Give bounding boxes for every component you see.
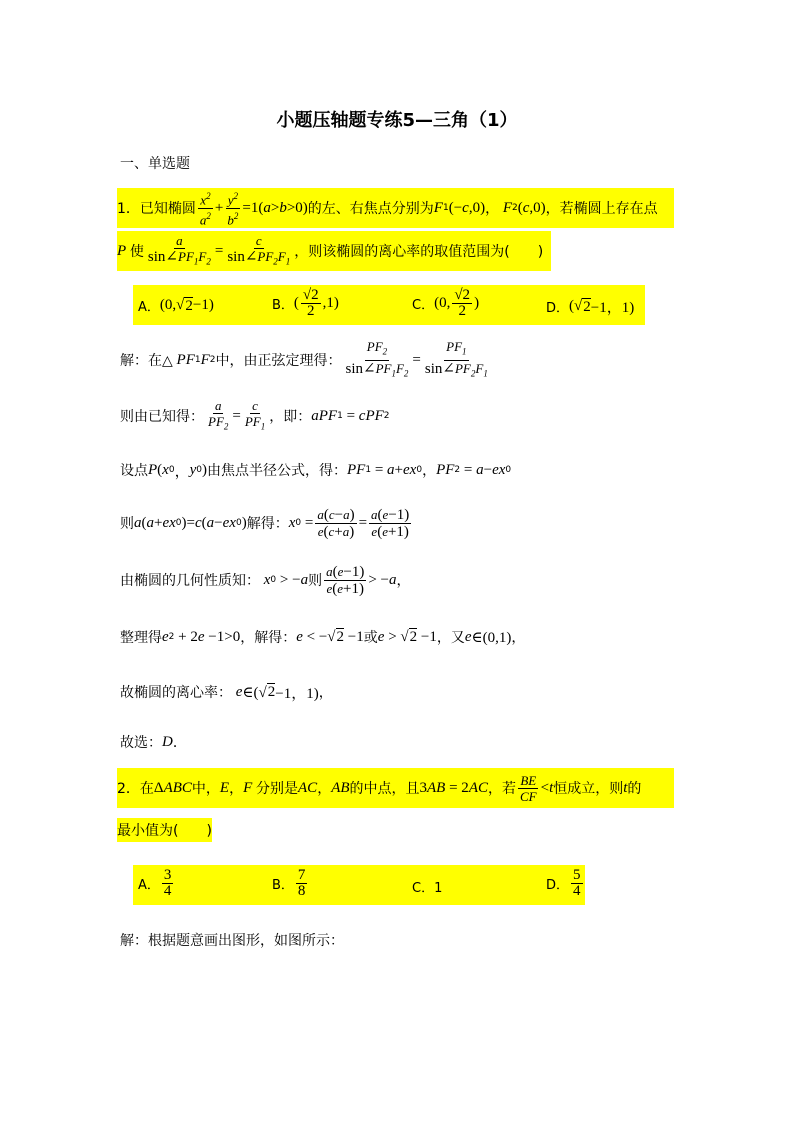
sol1-line5: 由椭圆的几何性质知： x 0 > − a 则 $\frac{a(e-1)}{e(e+1)}$ > − a ， [120,563,411,597]
q2-line1: 2．在 Δ ABC 中， E ， F 分别是 AC ， AB 的中点，且 3 AB = 2 AC ，若 $\frac{BE}{CF}$ < t 恒成立，则 t 的 [117,768,674,808]
q2-option-a[interactable]: A． $\frac{3}{4}$ [138,867,172,899]
q2-option-d[interactable]: D． $\frac{5}{4}$ [546,867,581,899]
sol1-line1: 解：在△ PF 1 F 2 中，由正弦定理得： $\frac{PF_2}{\sin\angle PF_1F_2}$ = $\frac{PF_1}{\sin\angle PF_2F_1}$ [120,338,488,379]
sol2-line1: 解：根据题意画出图形，如图所示： [120,933,344,949]
sol1-line7: 故椭圆的离心率： e ∈(√ 2 −1，1) ， [120,683,333,702]
q1-option-a[interactable]: A． (0, √ 2 −1) [138,297,214,315]
q2-option-c[interactable]: C．1 [412,881,443,896]
sol1-line8: 故选： D ． [120,733,187,751]
q1-line1: 1．已知椭圆 $\frac{x^2}{a^2}$ + $\frac{y^2}{b^2}$ =1( a > b >0) 的左、右焦点分别为 F 1 (− c ,0) ， F 2 ( c ,0) ，若椭圆上存在点 [117,188,674,228]
q2-line2: 最小值为( ) [117,818,212,842]
q2-option-b[interactable]: B． $\frac{7}{8}$ [272,867,306,899]
page-title: 小题压轴题专练5—三角（1） [276,110,518,131]
sol1-line6: 整理得 e 2 + 2 e −1>0 ，解得： e < −√ 2 −1 或 e > √ 2 −1 ，又 e ∈(0,1) ， [120,628,526,646]
q1-line2: P 使 $\frac{a}{\sin\angle PF_1F_2}$ = $\frac{c}{\sin\angle PF_2F_1}$ ，则该椭圆的离心率的取值范围为( ) [117,231,551,271]
section-heading: 一、单选题 [120,156,190,172]
q1-option-b[interactable]: B． ( $\frac{√2}{2}$ ,1) [272,287,339,319]
q2-options [133,865,585,905]
sol1-line3: 设点 P ( x 0 ， y 0 ) 由焦点半径公式，得： PF 1 = a + ex 0 ， PF 2 = a − ex 0 [120,461,512,480]
q1-option-c[interactable]: C． (0, $\frac{√2}{2}$ ) [412,287,480,319]
sol1-line2: 则由已知得： $\frac{a}{PF_2}$ = $\frac{c}{PF_1}$ ，即： aPF 1 = cPF 2 [120,397,390,432]
sol1-line4: 则 a ( a + ex 0 )= c ( a − ex 0 ) 解得： x 0 = $\frac{a(c-a)}{e(c+a)}$ = $\frac{a(e-1)}{e(e+1)}$ [120,506,410,540]
q1-option-d[interactable]: D． ( √ 2 −1，1) [546,298,635,316]
